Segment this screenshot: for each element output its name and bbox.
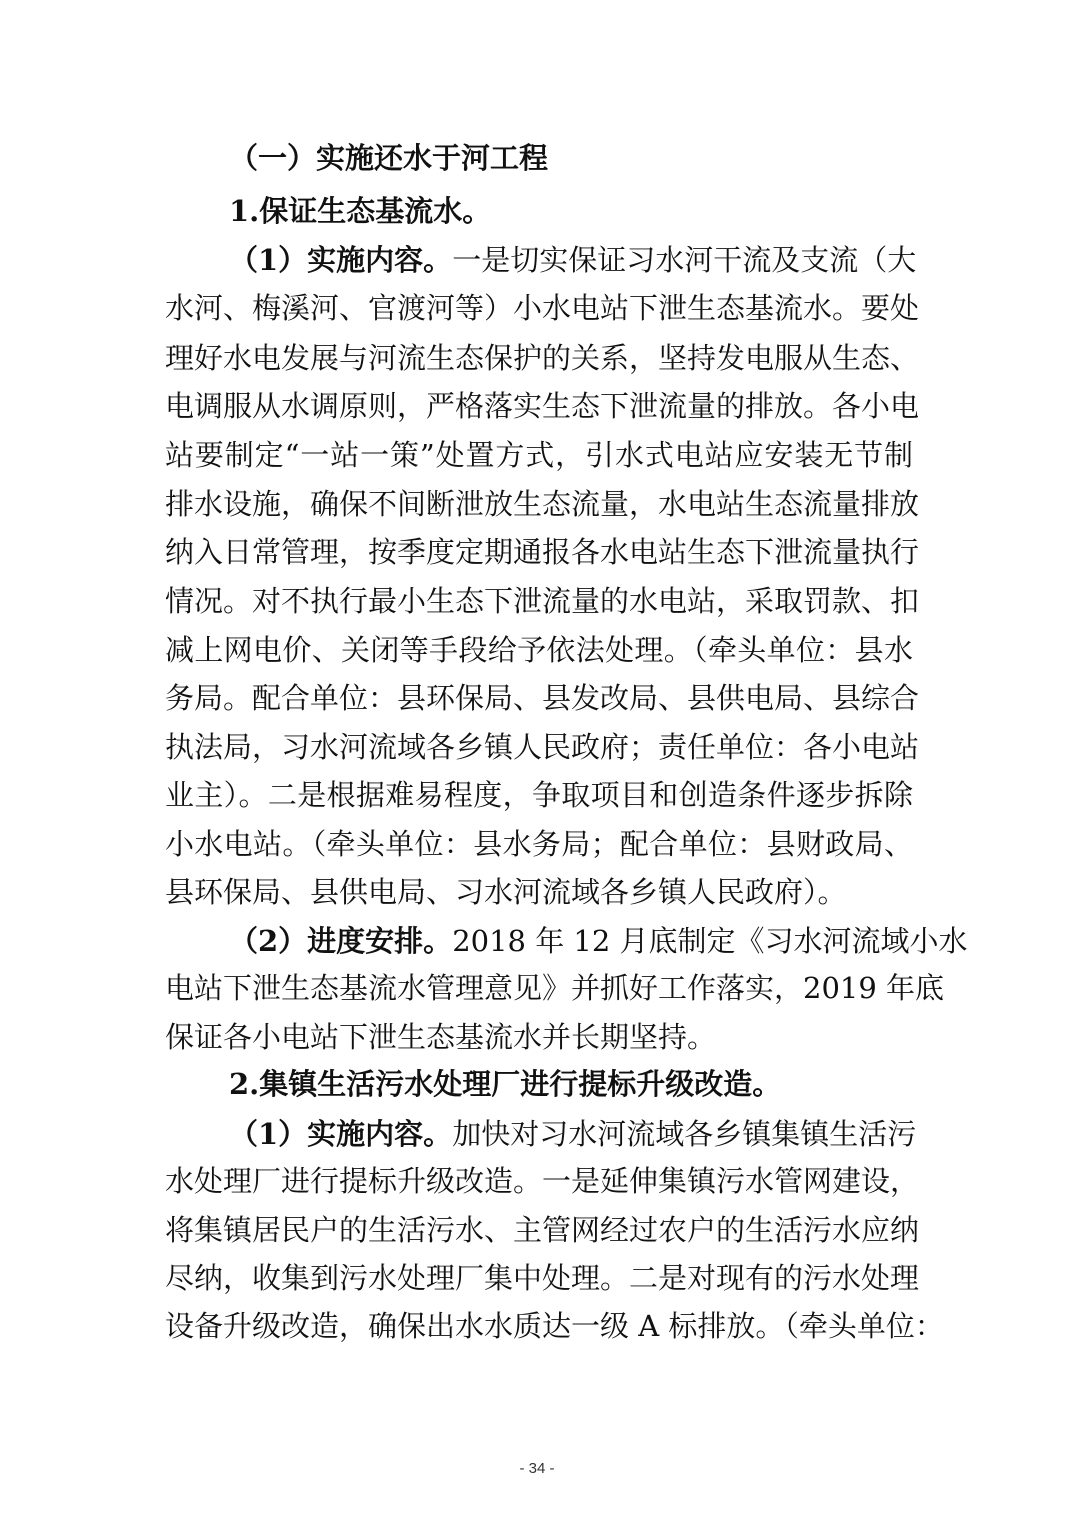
paragraph-line: 保证各小电站下泄生态基流水并长期坚持。 xyxy=(165,1020,717,1054)
paragraph-line: 减上网电价、关闭等手段给予依法处理。（牵头单位：县水 xyxy=(165,633,913,667)
paragraph-line: 执法局，习水河流域各乡镇人民政府；责任单位：各小电站 xyxy=(165,730,920,764)
paragraph-line: 县环保局、县供电局、习水河流域各乡镇人民政府）。 xyxy=(165,875,847,909)
paragraph-line: 站要制定“一站一策”处置方式，引水式电站应安装无节制 xyxy=(165,438,913,472)
paragraph-label: （1）实施内容。 xyxy=(229,1117,453,1151)
subsection-heading: 1.保证生态基流水。 xyxy=(229,194,492,228)
paragraph-line: 务局。配合单位：县环保局、县发改局、县供电局、县综合 xyxy=(165,681,920,715)
page-number: - 34 - xyxy=(519,1460,555,1477)
subsection-heading: 2.集镇生活污水处理厂进行提标升级改造。 xyxy=(229,1067,782,1101)
paragraph-line: 情况。对不执行最小生态下泄流量的水电站，采取罚款、扣 xyxy=(165,584,920,618)
paragraph-line: 水河、梅溪河、官渡河等）小水电站下泄生态基流水。要处 xyxy=(165,291,920,325)
paragraph-line: 排水设施，确保不间断泄放生态流量，水电站生态流量排放 xyxy=(165,487,920,521)
paragraph-line: 水处理厂进行提标升级改造。一是延伸集镇污水管网建设， xyxy=(165,1164,920,1198)
paragraph-line: 尽纳，收集到污水处理厂集中处理。二是对现有的污水处理 xyxy=(165,1261,920,1295)
paragraph-line: 业主）。二是根据难易程度，争取项目和创造条件逐步拆除 xyxy=(165,778,913,812)
paragraph-text: 一是切实保证习水河干流及支流（大 xyxy=(452,243,917,277)
paragraph-line: 小水电站。（牵头单位：县水务局；配合单位：县财政局、 xyxy=(165,827,913,861)
paragraph-text: 加快对习水河流域各乡镇集镇生活污 xyxy=(452,1117,917,1151)
paragraph-line: 电站下泄生态基流水管理意见》并抓好工作落实，2019 年底 xyxy=(165,971,945,1005)
paragraph-text: 2018 年 12 月底制定《习水河流域小水 xyxy=(452,924,968,958)
paragraph-label: （1）实施内容。 xyxy=(229,243,453,277)
paragraph-line: 理好水电发展与河流生态保护的关系，坚持发电服从生态、 xyxy=(165,341,920,375)
paragraph-first-line xyxy=(229,917,968,965)
paragraph-label: （2）进度安排。 xyxy=(229,924,453,958)
paragraph-first-line xyxy=(229,236,917,284)
paragraph-line: 纳入日常管理，按季度定期通报各水电站生态下泄流量执行 xyxy=(165,535,920,569)
paragraph-line: 设备升级改造，确保出水水质达一级 A 标排放。（牵头单位： xyxy=(165,1309,944,1343)
paragraph-line: 将集镇居民户的生活污水、主管网经过农户的生活污水应纳 xyxy=(165,1213,920,1247)
paragraph-first-line xyxy=(229,1110,917,1158)
section-heading: （一）实施还水于河工程 xyxy=(229,141,549,175)
paragraph-line: 电调服从水调原则，严格落实生态下泄流量的排放。各小电 xyxy=(165,389,920,423)
